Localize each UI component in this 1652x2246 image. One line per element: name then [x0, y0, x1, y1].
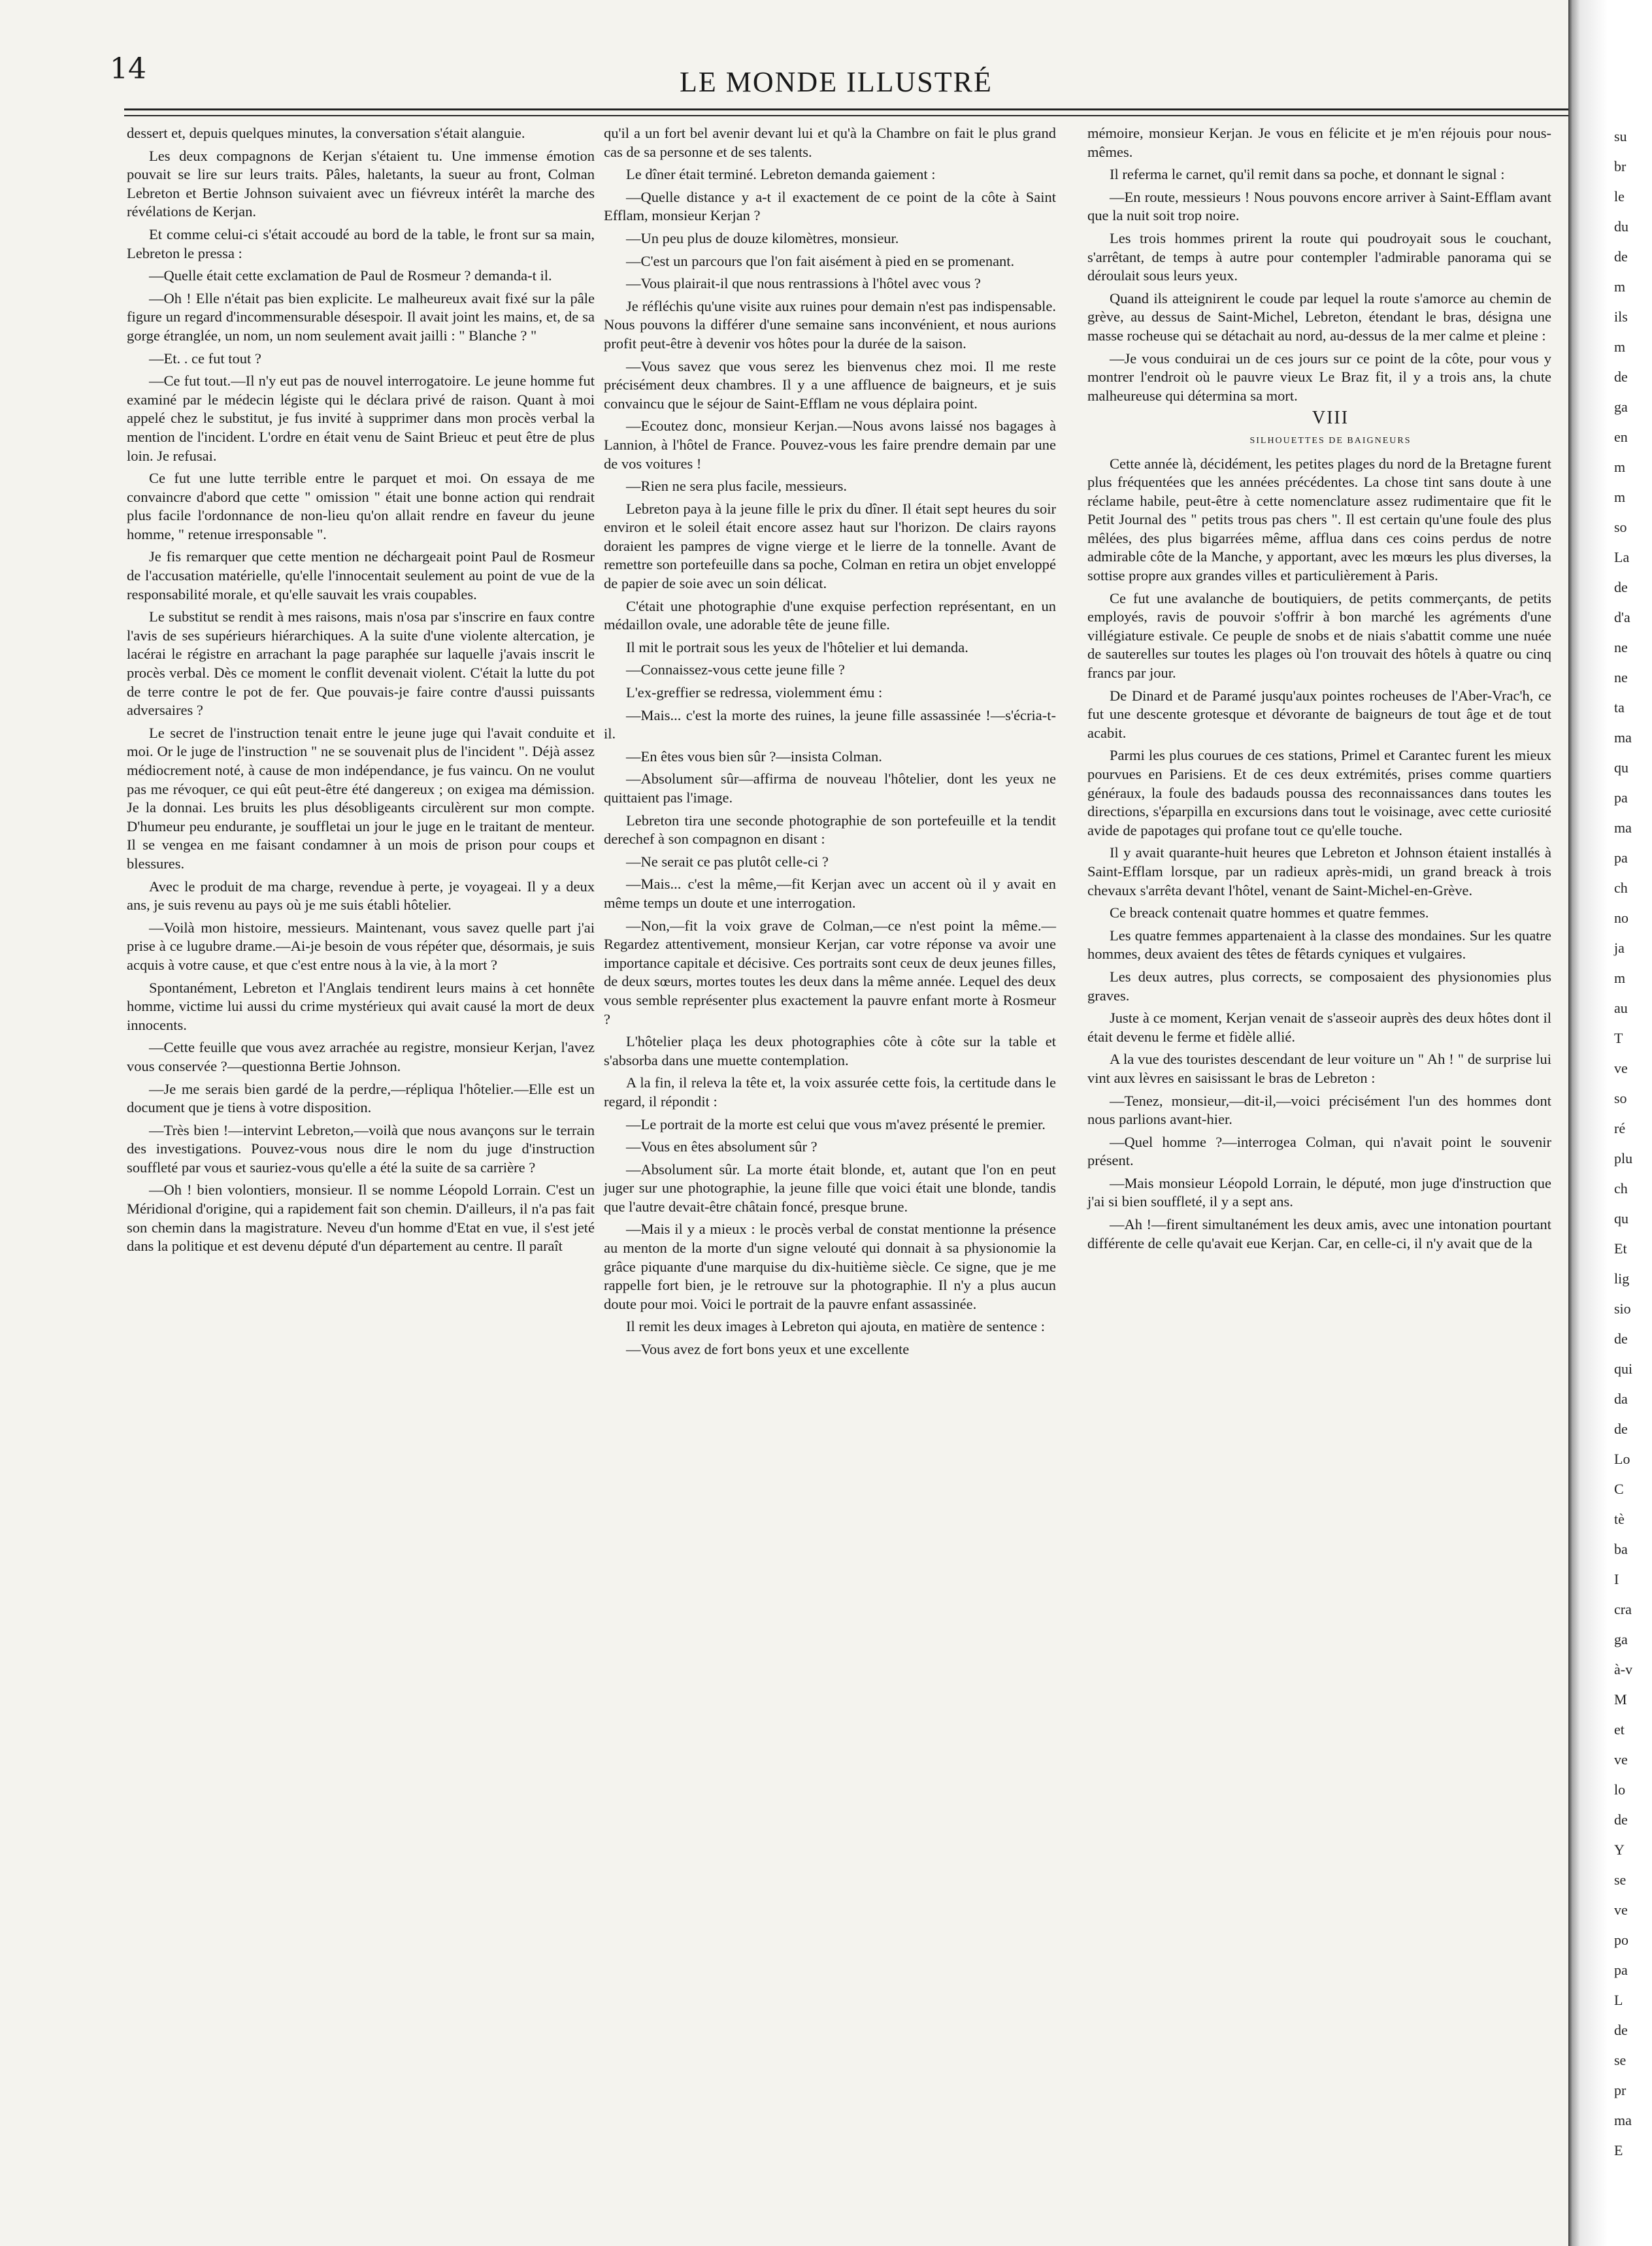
edge-fragment: E	[1614, 2142, 1623, 2158]
edge-fragment: C	[1614, 1481, 1624, 1497]
edge-fragment: pr	[1614, 2082, 1627, 2098]
paragraph: —Quelle était cette exclamation de Paul de Rosmeur ? demanda-t il.	[149, 267, 552, 284]
paragraph: Parmi les plus courues de ces stations, Primel et Carantec furent les mieux pourvues en Parisiens. Et de ces deux extrémités, prises comme quartiers généraux, la foule des badauds poussa des reconnaissances dans toutes les directions, s'éparpilla en excursions dans tout le voisinage, avec cette curiosité avide de papotages qui profane tout ce qu'elle touche.	[1087, 747, 1551, 838]
edge-fragment: ne	[1614, 669, 1628, 685]
paragraph: —Oh ! Elle n'était pas bien explicite. Le malheureux avait fixé sur la pâle figure un regard d'incommensurable désespoir. Il avait joint les mains, et, de sa gorge étranglée, un nom, un nom seulement avait jailli : " Blanche ? "	[127, 289, 595, 344]
edge-fragment: de	[1614, 248, 1628, 265]
edge-fragment: m	[1614, 970, 1626, 986]
paragraph: Avec le produit de ma charge, revendue à perte, je voyageai. Il y a deux ans, je suis revenu au pays où je me suis établi hôtelier.	[127, 878, 595, 914]
edge-fragment: ba	[1614, 1541, 1628, 1557]
edge-fragment: ve	[1614, 1060, 1628, 1076]
edge-fragment: I	[1614, 1571, 1619, 1587]
paragraph: Les deux compagnons de Kerjan s'étaient tu. Une immense émotion pouvait se lire sur leurs traits. Pâles, haletants, la sueur au front, Colman Lebreton et Bertie Johnson suivaient avec un fiévreux intérêt la marche des révélations de Kerjan.	[127, 147, 595, 220]
paragraph: —Je vous conduirai un de ces jours sur ce point de la côte, pour vous y montrer l'endroit où le pauvre vieux Le Braz fit, il y a trois ans, la chute malheureuse qui détermina sa mort.	[1087, 350, 1551, 404]
edge-fragment: de	[1614, 1330, 1628, 1347]
article-column-3	[1087, 124, 1551, 1257]
paragraph: —Vous savez que vous serez les bienvenus chez moi. Il me reste précisément deux chambres. Il y a une affluence de baigneurs, et je suis convaincu que le séjour de Saint-Efflam ne vous déplaira point.	[604, 357, 1056, 412]
edge-fragment: se	[1614, 2052, 1627, 2068]
article-column-1	[127, 124, 595, 1260]
edge-fragment: ma	[1614, 819, 1632, 836]
paragraph: —Mais monsieur Léopold Lorrain, le député, mon juge d'instruction que j'ai si bien souffleté, il y a sept ans.	[1087, 1174, 1551, 1210]
paragraph: Lebreton tira une seconde photographie de son portefeuille et la tendit derechef à son compagnon en disant :	[604, 812, 1056, 848]
paragraph: —Très bien !—intervint Lebreton,—voilà que nous avançons sur le terrain des investigations. Pouvez-vous nous dire le nom du juge d'instruction souffleté par vous et sauriez-vous qu'elle a été la suite de sa carrière ?	[127, 1121, 595, 1176]
paragraph: Je fis remarquer que cette mention ne déchargeait point Paul de Rosmeur de l'accusation matérielle, qu'elle l'innocentait seulement au point de vue de la responsabilité morale, et qu'elle sauvait les vrais coupables.	[127, 548, 595, 603]
edge-fragment: L	[1614, 1992, 1623, 2008]
paragraph: qu'il a un fort bel avenir devant lui et qu'à la Chambre on fait le plus grand cas de sa personne et de ses talents.	[604, 125, 1056, 160]
paragraph: —Connaissez-vous cette jeune fille ?	[626, 661, 845, 678]
edge-fragment: ga	[1614, 1631, 1628, 1647]
paragraph: —Tenez, monsieur,—dit-il,—voici précisément l'un des hommes dont nous parlions avant-hier.	[1087, 1092, 1551, 1128]
edge-fragment: Et	[1614, 1240, 1627, 1257]
edge-fragment: en	[1614, 429, 1628, 445]
edge-fragment: ne	[1614, 639, 1628, 655]
paragraph: Ce fut une lutte terrible entre le parquet et moi. On essaya de me convaincre d'abord que cette " omission " était une bonne action qui rendrait plus facile l'ordonnance de non-lieu qu'on allait rendre en faveur du jeune homme, " retenue irresponsable ".	[127, 470, 595, 542]
edge-fragment: da	[1614, 1391, 1628, 1407]
paragraph: Il mit le portrait sous les yeux de l'hôtelier et lui demanda.	[626, 638, 968, 655]
paragraph: —Ce fut tout.—Il n'y eut pas de nouvel interrogatoire. Le jeune homme fut examiné par le médecin légiste qui le déclara privé de raison. Quant à moi appelé chez le substitut, je fus invité à supprimer dans mon procès verbal la mention de l'incident. L'ordre en était venu de Saint Brieuc et peut être de plus loin. Je refusai.	[127, 372, 595, 464]
paragraph: De Dinard et de Paramé jusqu'aux pointes rocheuses de l'Aber-Vrac'h, ce fut une descente grotesque et dévorante de baigneurs de tout âge et de tout acabit.	[1087, 687, 1551, 741]
paragraph: —Voilà mon histoire, messieurs. Maintenant, vous savez quelle part j'ai prise à ce lugubre drame.—Ai-je besoin de vous répéter que, désormais, je suis acquis à votre cause, et que c'est entre nous à la vie, à la mort ?	[127, 919, 595, 973]
paragraph: —Absolument sûr—affirma de nouveau l'hôtelier, dont les yeux ne quittaient pas l'image.	[604, 770, 1056, 806]
paragraph: A la vue des touristes descendant de leur voiture un " Ah ! " de surprise lui vint aux lèvres en saisissant le bras de Lebreton :	[1087, 1051, 1551, 1086]
paragraph: —Vous plairait-il que nous rentrassions à l'hôtel avec vous ?	[626, 275, 981, 292]
paragraph: Il y avait quarante-huit heures que Lebreton et Johnson étaient installés à Saint-Efflam lorsque, par un radieux après-midi, un grand breack à trois chevaux s'arrêta devant l'hôtel, venant de Saint-Michel-en-Grève.	[1087, 844, 1551, 899]
edge-fragment: qu	[1614, 1210, 1628, 1227]
edge-fragment: no	[1614, 910, 1628, 926]
paragraph: —Mais il y a mieux : le procès verbal de constat mentionne la présence au menton de la morte d'un signe velouté qui donnait à sa physionomie la grâce piquante d'une marquise du dix-huitième siècle. Ce signe, que je me rappelle fort bien, je le retrouve sur la photographie. Il n'y a plus aucun doute pour moi. Voici le portrait de la pauvre enfant assassinée.	[604, 1221, 1056, 1312]
paragraph: Lebreton paya à la jeune fille le prix du dîner. Il était sept heures du soir environ et le soleil était encore assez haut sur l'horizon. De clairs rayons doraient les pampres de vigne vierge et le lierre de la tonnelle. Avant de remettre son portefeuille dans sa poche, Colman en retira un objet enveloppé de papier de soie avec un soin délicat.	[604, 500, 1056, 592]
edge-fragment: Y	[1614, 1841, 1625, 1858]
paragraph: mémoire, monsieur Kerjan. Je vous en félicite et je m'en réjouis pour nous-mêmes.	[1087, 125, 1551, 160]
paragraph: —En êtes vous bien sûr ?—insista Colman.	[626, 748, 882, 765]
edge-fragment: M	[1614, 1691, 1627, 1708]
paragraph: L'hôtelier plaça les deux photographies côte à côte sur la table et s'absorba dans une muette contemplation.	[604, 1033, 1056, 1068]
header-rule-bottom	[124, 115, 1575, 116]
edge-fragment: se	[1614, 1872, 1627, 1888]
edge-fragment: ga	[1614, 399, 1628, 415]
column-3-top-text	[1087, 124, 1551, 405]
edge-fragment: ve	[1614, 1751, 1628, 1768]
masthead: LE MONDE ILLUSTRÉ	[680, 66, 993, 98]
edge-fragment: ta	[1614, 699, 1625, 716]
paragraph: Spontanément, Lebreton et l'Anglais tendirent leurs mains à cet honnête homme, victime lui aussi du crime mystérieux qui avait causé la mort de deux innocents.	[127, 979, 595, 1033]
edge-fragment: de	[1614, 579, 1628, 595]
page-number: 14	[110, 52, 146, 86]
paragraph: Les trois hommes prirent la route qui poudroyait sous le couchant, s'arrêtant, de temps à autre pour contempler l'admirable panorama qui se déroulait sous leurs yeux.	[1087, 229, 1551, 284]
paragraph: —Cette feuille que vous avez arrachée au registre, monsieur Kerjan, l'avez vous conservée ?—questionna Bertie Johnson.	[127, 1039, 595, 1074]
paragraph: —Vous avez de fort bons yeux et une excellente	[626, 1341, 910, 1358]
edge-fragment: ja	[1614, 940, 1625, 956]
paragraph: —Absolument sûr. La morte était blonde, et, autant que l'on en peut juger sur une photographie, la jeune fille que voici était une blonde, tandis que l'autre devait-être châtain foncé, presque brune.	[604, 1161, 1056, 1215]
next-page-edge	[1568, 0, 1652, 2246]
edge-fragment: le	[1614, 188, 1625, 205]
section-title: SILHOUETTES DE BAIGNEURS	[1249, 435, 1412, 446]
paragraph: —Mais... c'est la même,—fit Kerjan avec un accent où il y avait en même temps un doute et une interrogation.	[604, 876, 1056, 911]
edge-fragment: pa	[1614, 1962, 1628, 1978]
paragraph: —Je me serais bien gardé de la perdre,—répliqua l'hôtelier.—Elle est un document que je tiens à votre disposition.	[127, 1080, 595, 1116]
edge-fragment: La	[1614, 549, 1630, 565]
edge-fragment: T	[1614, 1030, 1623, 1046]
edge-fragment: d'a	[1614, 609, 1630, 625]
paragraph: Le dîner était terminé. Lebreton demanda gaiement :	[626, 166, 936, 183]
edge-fragment: pa	[1614, 789, 1628, 806]
edge-fragment: ve	[1614, 1902, 1628, 1918]
paragraph: Les quatre femmes appartenaient à la classe des mondaines. Sur les quatre hommes, deux avaient des têtes de fêtards cyniques et vulgaires.	[1087, 927, 1551, 963]
edge-fragment: m	[1614, 489, 1626, 505]
paragraph: —Vous en êtes absolument sûr ?	[626, 1138, 818, 1155]
edge-fragment: de	[1614, 2022, 1628, 2038]
edge-fragment: et	[1614, 1721, 1625, 1738]
paragraph: —Ecoutez donc, monsieur Kerjan.—Nous avons laissé nos bagages à Lannion, à l'hôtel de France. Pouvez-vous les faire prendre demain par une de vos voitures !	[604, 418, 1056, 472]
column-3-bottom-text	[1087, 455, 1551, 1253]
paragraph: —Ah !—firent simultanément les deux amis, avec une intonation pourtant différente de celle qu'avait eue Kerjan. Car, en celle-ci, il n'y avait que de la	[1087, 1216, 1551, 1251]
paragraph: Cette année là, décidément, les petites plages du nord de la Bretagne furent plus fréquentées que les années précédentes. La chose tint sans doute à une réclame habile, peut-être à cette nomenclature assez rudimentaire que fit le Petit Journal des " petits trous pas chers ". Il est certain qu'une foule des plus mêlées, des plus bigarrées même, afflua dans ces coins perdus de notre admirable côte de la Manche, y apportant, avec les mœurs les plus diverses, la sottise propre aux grandes villes et particulièrement à Paris.	[1087, 455, 1551, 584]
paragraph: Les deux autres, plus corrects, se composaient des physionomies plus graves.	[1087, 968, 1551, 1004]
paragraph: —Mais... c'est la morte des ruines, la jeune fille assassinée !—s'écria-t-il.	[604, 706, 1056, 742]
edge-fragment: m	[1614, 278, 1626, 295]
paragraph: —Ne serait ce pas plutôt celle-ci ?	[626, 853, 829, 870]
edge-fragment: so	[1614, 1090, 1627, 1106]
paragraph: —Quel homme ?—interrogea Colman, qui n'avait point le souvenir présent.	[1087, 1133, 1551, 1169]
edge-fragment: Lo	[1614, 1451, 1630, 1467]
paragraph: —Et. . ce fut tout ?	[149, 350, 261, 367]
edge-fragment: ils	[1614, 308, 1628, 325]
paragraph: —Oh ! bien volontiers, monsieur. Il se nomme Léopold Lorrain. C'est un Méridional d'origine, qui a rapidement fait son chemin. D'ailleurs, il n'a pas fait son chemin dans la magistrature. Neveu d'un homme d'Etat en vue, il s'est jeté dans la politique et est devenu député d'un département au centre. Il paraît	[127, 1181, 595, 1255]
paragraph: —Non,—fit la voix grave de Colman,—ce n'est point la même.—Regardez attentivement, monsieur Kerjan, car votre réponse va avoir une importance capitale et décisive. Ces portraits sont ceux de deux jeunes filles, de deux sœurs, mortes toutes les deux dans la même année. Lequel des deux vous semble représenter plus exactement la pauvre enfant morte à Rosmeur ?	[604, 917, 1056, 1027]
paragraph: L'ex-greffier se redressa, violemment ému :	[626, 684, 883, 701]
paragraph: Et comme celui-ci s'était accoudé au bord de la table, le front sur sa main, Lebreton le pressa :	[127, 225, 595, 261]
paragraph: Quand ils atteignirent le coude par lequel la route s'amorce au chemin de grève, au dessus de Saint-Michel, Lebreton, étendant le bras, désigna une masse rocheuse qui se détachait au nord, au-dessus de la mer calme et pleine :	[1087, 289, 1551, 344]
paragraph: —Rien ne sera plus facile, messieurs.	[626, 478, 848, 495]
paragraph: Je réfléchis qu'une visite aux ruines pour demain n'est pas indispensable. Nous pouvons la différer d'une semaine sans inconvénient, et nous aurions profit peut-être à devenir vos hôtes pour la durée de la saison.	[604, 297, 1056, 352]
paragraph: Juste à ce moment, Kerjan venait de s'asseoir auprès des deux hôtes dont il était devenu le ferme et fidèle allié.	[1087, 1010, 1551, 1045]
edge-fragment: à-v	[1614, 1661, 1633, 1677]
edge-fragment: lo	[1614, 1781, 1626, 1798]
edge-fragment: po	[1614, 1932, 1628, 1948]
edge-fragment: de	[1614, 1421, 1628, 1437]
paragraph: dessert et, depuis quelques minutes, la conversation s'était alanguie.	[127, 125, 525, 141]
edge-fragment: de	[1614, 1811, 1628, 1828]
edge-fragment: qui	[1614, 1361, 1633, 1377]
edge-fragment: ch	[1614, 880, 1628, 896]
edge-fragment: ré	[1614, 1120, 1626, 1136]
edge-fragment: m	[1614, 339, 1626, 355]
paragraph: A la fin, il releva la tête et, la voix assurée cette fois, la certitude dans le regard, il répondit :	[604, 1074, 1056, 1110]
paragraph: —C'est un parcours que l'on fait aisément à pied en se promenant.	[626, 252, 1015, 269]
paragraph: Le substitut se rendit à mes raisons, mais n'osa par s'inscrire en faux contre l'avis de ses supérieurs hiérarchiques. A la suite d'une violente altercation, je lacérai le régistre en arrachant la page paraphée sur laquelle j'avais inscrit le procès verbal. Dès ce moment le conflit devenait violent. C'était la lutte du pot de terre contre le pot de fer. Que pouvais-je faire contre d'aussi puissants adversaires ?	[127, 608, 595, 719]
edge-fragment: plu	[1614, 1150, 1633, 1166]
edge-fragment: au	[1614, 1000, 1628, 1016]
edge-fragment: ch	[1614, 1180, 1628, 1197]
section-number: VIII	[1312, 408, 1349, 429]
edge-fragment: ma	[1614, 729, 1632, 746]
paragraph: C'était une photographie d'une exquise perfection représentant, en un médaillon ovale, une adorable tête de jeune fille.	[604, 597, 1056, 633]
edge-fragment: cra	[1614, 1601, 1632, 1617]
paragraph: Le secret de l'instruction tenait entre le jeune juge qui l'avait conduite et moi. Or le juge de l'instruction " ne se souvenait plus de l'incident ". Déjà assez médiocrement noté, à cause de mon indépendance, je fus vaincu. On ne voulut pas me révoquer, ce qui eût peut-être été dangereux ; on exigea ma démission. Je la donnai. Les bruits les plus désobligeants circulèrent sur mon compte. D'humeur peu endurante, je souffletai un jour le juge en le traitant de menteur. Il se vengea en me faisant condamner à un mois de prison pour coups et blessures.	[127, 724, 595, 872]
paragraph: Ce breack contenait quatre hommes et quatre femmes.	[1110, 904, 1429, 921]
edge-fragment: qu	[1614, 759, 1628, 776]
edge-fragment: su	[1614, 128, 1627, 144]
edge-fragment: lig	[1614, 1270, 1630, 1287]
header-rule-top	[124, 108, 1575, 110]
edge-fragment: ma	[1614, 2112, 1632, 2128]
paragraph: —Le portrait de la morte est celui que vous m'avez présenté le premier.	[626, 1115, 1046, 1132]
edge-fragment: de	[1614, 369, 1628, 385]
paragraph: —En route, messieurs ! Nous pouvons encore arriver à Saint-Efflam avant que la nuit soit trop noire.	[1087, 188, 1551, 224]
paragraph: Il remit les deux images à Lebreton qui ajouta, en matière de sentence :	[626, 1318, 1045, 1335]
paragraph: —Quelle distance y a-t il exactement de ce point de la côte à Saint Efflam, monsieur Kerjan ?	[604, 188, 1056, 224]
edge-fragment: so	[1614, 519, 1627, 535]
edge-fragment: m	[1614, 459, 1626, 475]
edge-fragment: pa	[1614, 850, 1628, 866]
edge-fragment: du	[1614, 218, 1628, 235]
edge-fragment: sio	[1614, 1300, 1631, 1317]
article-column-2	[604, 124, 1056, 1363]
paragraph: Il referma le carnet, qu'il remit dans sa poche, et donnant le signal :	[1110, 166, 1505, 183]
paragraph: —Un peu plus de douze kilomètres, monsieur.	[626, 229, 899, 246]
edge-fragment: tè	[1614, 1511, 1625, 1527]
paragraph: Ce fut une avalanche de boutiquiers, de petits commerçants, de petits employés, ravis de pouvoir s'offrir à bon marché les agréments d'une villégiature estivale. Ce peuple de snobs et de niais s'abattit comme une nuée de sauterelles sur toutes les plages où l'on trouvait des hôtels à quatre ou cinq francs par jour.	[1087, 589, 1551, 682]
edge-fragment: br	[1614, 158, 1627, 174]
